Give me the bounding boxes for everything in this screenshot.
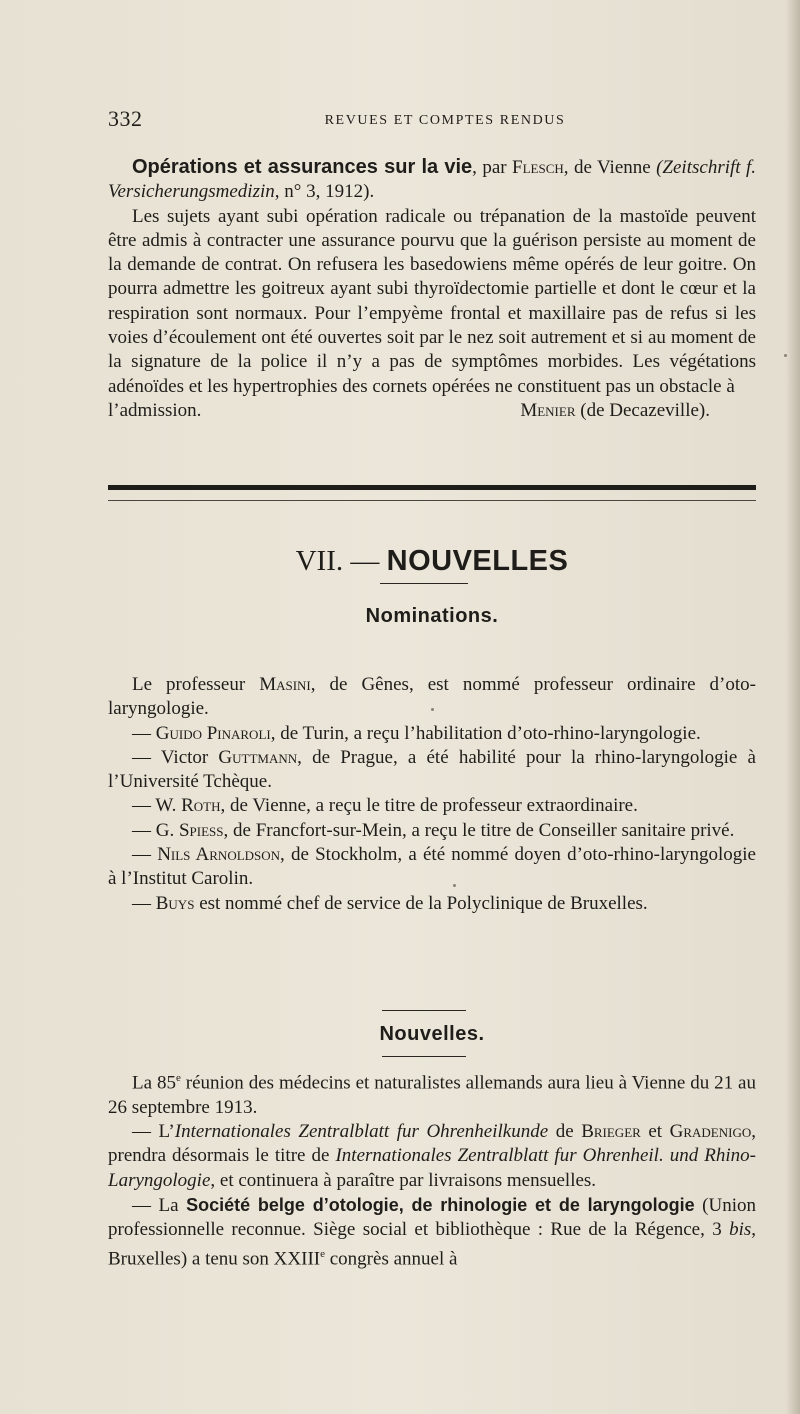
entry-name: Roth — [181, 795, 221, 817]
nouvelles-paragraph — [108, 1120, 756, 1193]
entry-post: , de Stockholm, a été nommé doyen d’oto-rhino-laryngologie à l’Institut Carolin. — [108, 844, 756, 890]
entry-name: Masini — [259, 674, 311, 695]
journal-title: Internationales Zentralblatt fur Ohrenheil. und Rhino-Laryngologie — [108, 1145, 756, 1191]
text-run: bis — [729, 1219, 752, 1241]
nouvelles-overline — [382, 1010, 466, 1011]
text-run: , Bruxelles) a tenu son XXIII — [108, 1219, 756, 1270]
page-number: 332 — [108, 106, 143, 131]
nominations-heading: Nominations. — [365, 605, 499, 627]
signature-name: Menier — [520, 399, 576, 421]
page-edge-shadow — [786, 0, 800, 1414]
text-run: de — [548, 1120, 582, 1142]
person-name: Brieger — [581, 1120, 641, 1142]
article-source: (Zeitschrift f. Versicherungsmedizin — [108, 157, 756, 203]
scan-speck — [453, 884, 456, 887]
signature-place: (de Decazeville). — [575, 399, 710, 421]
section-divider-thick — [108, 485, 756, 490]
running-head-title: REVUES ET COMPTES RENDUS — [324, 113, 566, 128]
chapter-heading — [108, 545, 756, 578]
text-run: (Union professionnelle reconnue. Siège social et bibliothèque : Rue de la Régence, 3 — [108, 1194, 756, 1241]
entry-name: Guttmann — [218, 746, 298, 768]
article-signature — [520, 399, 756, 423]
chapter-title: NOUVELLES — [386, 545, 569, 577]
entry-pre: — — [132, 722, 156, 744]
entry-post: , de Turin, a reçu l’habilitation d’oto-rhino-laryngologie. — [270, 722, 701, 744]
nouvelles-paragraph — [108, 1066, 756, 1120]
text-run: et — [640, 1120, 670, 1142]
byline-pre: , par — [472, 157, 513, 178]
text-run: congrès annuel à — [325, 1248, 458, 1270]
society-name: Société belge d’otologie, de rhinologie et de laryngologie — [186, 1194, 695, 1215]
entry-pre: — — [132, 892, 156, 914]
text-run: réunion des médecins et naturalistes allemands aura lieu à Vienne du 21 au 26 septembre 1913. — [108, 1072, 756, 1118]
nomination-entry — [108, 892, 756, 916]
chapter-numeral: VII. — — [295, 545, 387, 577]
section-divider-thin — [108, 500, 756, 501]
scan-speck — [431, 708, 434, 711]
journal-title: Internationales Zentralblatt fur Ohrenheilkunde — [174, 1120, 549, 1142]
superscript: e — [320, 1248, 325, 1261]
entry-post: , de Gênes, est nommé professeur ordinaire d’oto-laryngologie. — [108, 674, 756, 720]
entry-post: , de Prague, a été habilité pour la rhino-laryngologie à l’Université Tchèque. — [108, 746, 756, 793]
nouvelles-underline — [382, 1056, 466, 1057]
entry-pre: — W. — [132, 795, 182, 817]
nouvelles-paragraph — [108, 1193, 756, 1272]
article-body: Les sujets ayant subi opération radicale ou trépanation de la mastoïde peuvent être admis à contracter une assurance pourvu que la guérison persiste au moment de la demande de contrat. On refusera les basedowiens même opérés de leur goitre. On pourra admettre les goitreux ayant subi thyroïdectomie partielle et dont le cœur et la respiration sont normaux. Pour l’empyème frontal et maxillaire pas de refus si les voies d’écoulement ont été ouvertes soit par le nez soit autrement et si au moment de la signature de la police il n’y a pas de symptômes morbides. Les végétations adénoïdes et les hypertrophies des cornets opérées ne constituent pas un obstacle à — [108, 205, 756, 397]
chapter-underline — [380, 583, 468, 584]
entry-pre: Le professeur — [132, 674, 260, 695]
entry-pre: — G. — [132, 819, 179, 841]
article-signature-line — [108, 399, 756, 423]
nomination-entry — [108, 746, 756, 795]
nomination-entry — [108, 794, 756, 818]
nomination-entry — [108, 819, 756, 843]
entry-name: Guido Pinaroli — [155, 722, 271, 744]
nomination-entry — [108, 722, 756, 746]
entry-name: Buys — [155, 892, 195, 914]
nouvelles-list — [108, 1066, 756, 1272]
entry-post: , de Francfort-sur-Mein, a reçu le titre de Conseiller sanitaire privé. — [223, 819, 735, 841]
article-last-line: l’admission. — [108, 399, 202, 421]
article-author: Flesch — [512, 157, 564, 178]
nomination-entry — [108, 673, 756, 722]
article-paragraph — [108, 155, 756, 205]
article-title: Opérations et assurances sur la vie — [132, 156, 473, 178]
entry-name: Nils Arnoldson — [157, 844, 281, 866]
byline-post: , de Vienne — [563, 157, 651, 178]
entry-name: Spiess — [178, 819, 224, 841]
nomination-entry — [108, 843, 756, 892]
superscript: e — [175, 1072, 181, 1084]
article-review — [108, 155, 756, 423]
running-head — [108, 106, 756, 132]
text-run: — L’ — [132, 1120, 175, 1142]
text-run: La 85 — [132, 1072, 176, 1094]
article-source-rest: , n° 3, 1912). — [274, 181, 375, 203]
text-run: — La — [132, 1194, 187, 1216]
entry-post: est nommé chef de service de la Polyclinique de Bruxelles. — [194, 892, 648, 914]
entry-pre: — — [132, 844, 158, 866]
entry-pre: — Victor — [132, 746, 219, 768]
nouvelles-heading: Nouvelles. — [379, 1023, 485, 1045]
person-name: Gradenigo — [669, 1120, 752, 1142]
text-run: , prendra désormais le titre de — [108, 1120, 756, 1167]
entry-post: , de Vienne, a reçu le titre de professeur extraordinaire. — [220, 795, 638, 817]
text-run: , et continuera à paraître par livraisons mensuelles. — [210, 1169, 597, 1191]
